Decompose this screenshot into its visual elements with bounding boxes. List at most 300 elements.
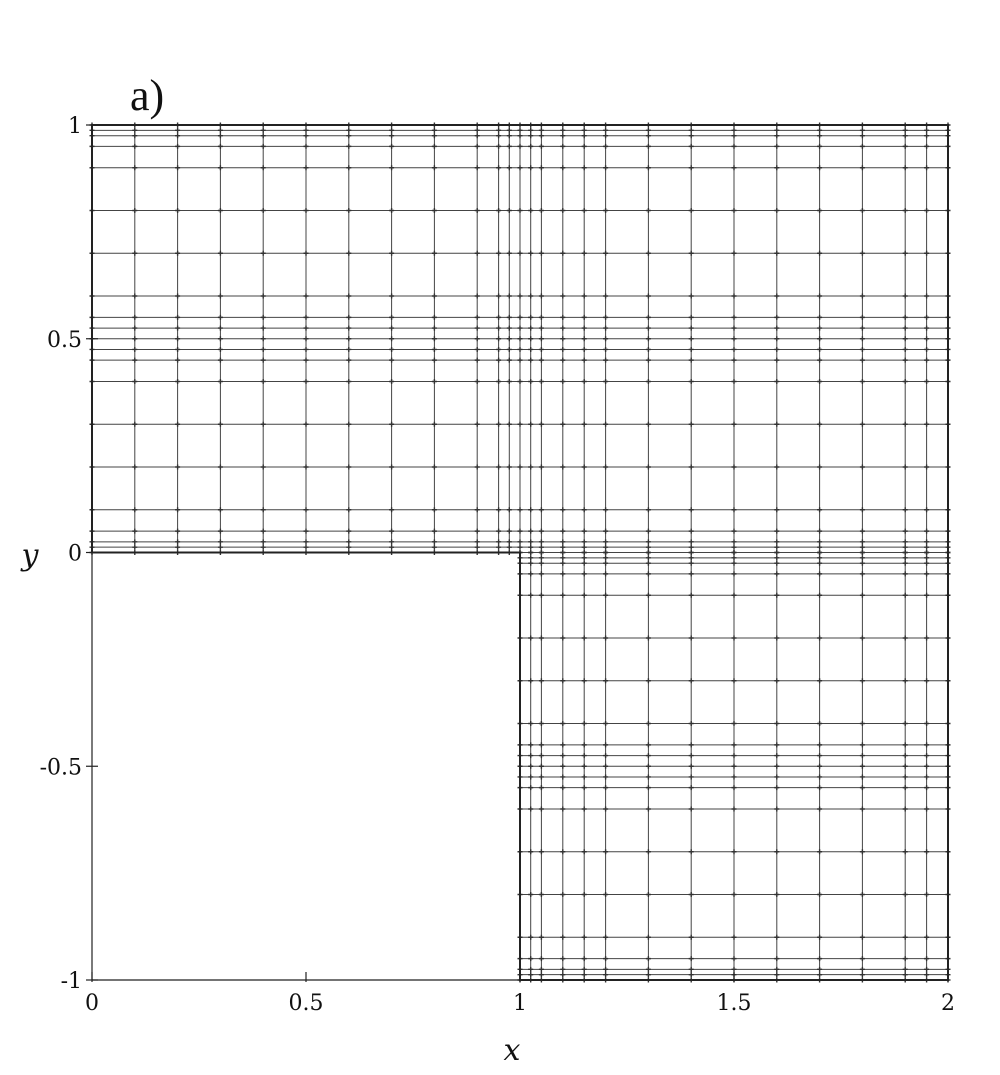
mesh-node xyxy=(507,128,512,133)
mesh-node xyxy=(518,529,523,534)
mesh-node xyxy=(132,379,137,384)
x-tick-label: 2 xyxy=(941,991,955,1016)
mesh-node xyxy=(496,422,501,427)
mesh-node xyxy=(646,892,651,897)
mesh-node xyxy=(389,128,394,133)
mesh-node xyxy=(774,165,779,170)
mesh-node xyxy=(860,636,865,641)
mesh-node xyxy=(732,379,737,384)
mesh-node xyxy=(132,507,137,512)
mesh-node xyxy=(346,545,351,550)
mesh-node xyxy=(528,774,533,779)
mesh-node xyxy=(903,358,908,363)
mesh-node xyxy=(539,315,544,320)
mesh-node xyxy=(432,379,437,384)
mesh-node xyxy=(496,315,501,320)
mesh-node xyxy=(817,326,822,331)
mesh-node xyxy=(304,128,309,133)
mesh-node xyxy=(507,529,512,534)
mesh-node xyxy=(539,785,544,790)
mesh-node xyxy=(732,593,737,598)
mesh-node xyxy=(496,133,501,138)
mesh-node xyxy=(603,807,608,812)
mesh-node xyxy=(860,550,865,555)
mesh-node xyxy=(539,561,544,566)
mesh-node xyxy=(528,721,533,726)
mesh-node xyxy=(603,774,608,779)
mesh-node xyxy=(528,892,533,897)
axes xyxy=(40,114,955,1016)
mesh-node xyxy=(689,465,694,470)
mesh-node xyxy=(817,678,822,683)
mesh-node xyxy=(132,326,137,331)
mesh-node xyxy=(582,721,587,726)
mesh-node xyxy=(903,935,908,940)
mesh-node xyxy=(261,165,266,170)
mesh-node xyxy=(603,379,608,384)
mesh-node xyxy=(539,294,544,299)
mesh-node xyxy=(539,358,544,363)
x-axis-label: x xyxy=(503,1033,521,1068)
mesh-node xyxy=(646,935,651,940)
mesh-node xyxy=(903,294,908,299)
mesh-node xyxy=(475,315,480,320)
mesh-node xyxy=(924,967,929,972)
mesh-node xyxy=(432,358,437,363)
mesh-node xyxy=(732,849,737,854)
mesh-node xyxy=(689,251,694,256)
mesh-node xyxy=(646,561,651,566)
mesh-node xyxy=(689,764,694,769)
mesh-node xyxy=(774,967,779,972)
mesh-node xyxy=(774,336,779,341)
mesh-node xyxy=(817,555,822,560)
mesh-node xyxy=(528,593,533,598)
mesh-node xyxy=(560,315,565,320)
mesh-node xyxy=(646,251,651,256)
mesh-node xyxy=(924,764,929,769)
mesh-node xyxy=(603,753,608,758)
mesh-node xyxy=(132,358,137,363)
mesh-node xyxy=(903,550,908,555)
mesh-node xyxy=(539,935,544,940)
mesh-node xyxy=(560,144,565,149)
mesh-node xyxy=(774,764,779,769)
mesh-node xyxy=(732,892,737,897)
mesh-node xyxy=(774,379,779,384)
mesh-node xyxy=(817,208,822,213)
mesh-node xyxy=(132,336,137,341)
mesh-node xyxy=(539,550,544,555)
mesh-node xyxy=(261,465,266,470)
mesh-node xyxy=(507,133,512,138)
mesh-node xyxy=(603,465,608,470)
mesh-node xyxy=(817,849,822,854)
mesh-node xyxy=(389,507,394,512)
mesh-node xyxy=(924,593,929,598)
mesh-node xyxy=(774,785,779,790)
mesh-node xyxy=(518,465,523,470)
mesh-node xyxy=(860,545,865,550)
mesh-node xyxy=(646,144,651,149)
mesh-node xyxy=(496,336,501,341)
mesh-node xyxy=(518,336,523,341)
mesh-node xyxy=(817,593,822,598)
mesh-node xyxy=(774,742,779,747)
mesh-node xyxy=(432,529,437,534)
mesh-node xyxy=(924,571,929,576)
mesh-node xyxy=(496,251,501,256)
mesh-node xyxy=(496,539,501,544)
mesh-node xyxy=(732,935,737,940)
mesh-node xyxy=(903,529,908,534)
mesh-node xyxy=(860,742,865,747)
mesh-node xyxy=(528,545,533,550)
mesh-node xyxy=(817,785,822,790)
mesh-node xyxy=(689,753,694,758)
mesh-node xyxy=(646,636,651,641)
mesh-node xyxy=(860,465,865,470)
mesh-node xyxy=(582,550,587,555)
mesh-node xyxy=(560,545,565,550)
mesh-node xyxy=(507,507,512,512)
mesh-node xyxy=(732,967,737,972)
mesh-node xyxy=(924,208,929,213)
mesh-node xyxy=(646,555,651,560)
mesh-node xyxy=(518,165,523,170)
mesh-node xyxy=(261,128,266,133)
mesh-node xyxy=(582,807,587,812)
mesh-node xyxy=(261,358,266,363)
mesh-node xyxy=(732,721,737,726)
mesh-node xyxy=(560,956,565,961)
mesh-node xyxy=(507,165,512,170)
mesh-node xyxy=(496,165,501,170)
mesh-node xyxy=(528,935,533,940)
mesh-node xyxy=(732,636,737,641)
mesh-node xyxy=(860,539,865,544)
mesh-node xyxy=(603,529,608,534)
mesh-node xyxy=(304,144,309,149)
mesh-node xyxy=(560,133,565,138)
mesh-node xyxy=(646,347,651,352)
mesh-node xyxy=(732,347,737,352)
mesh-node xyxy=(689,165,694,170)
mesh-node xyxy=(774,593,779,598)
mesh-node xyxy=(218,144,223,149)
mesh-node xyxy=(261,422,266,427)
mesh-node xyxy=(261,133,266,138)
mesh-node xyxy=(539,764,544,769)
mesh-node xyxy=(218,465,223,470)
mesh-node xyxy=(903,315,908,320)
mesh-node xyxy=(903,561,908,566)
mesh-node xyxy=(389,208,394,213)
mesh-node xyxy=(496,507,501,512)
mesh-node xyxy=(774,251,779,256)
mesh-node xyxy=(817,807,822,812)
mesh-node xyxy=(218,128,223,133)
y-tick-label: -0.5 xyxy=(39,755,82,781)
mesh-node xyxy=(132,144,137,149)
mesh-node xyxy=(582,379,587,384)
mesh-node xyxy=(475,128,480,133)
mesh-node xyxy=(732,208,737,213)
mesh-node xyxy=(689,347,694,352)
mesh-node xyxy=(475,507,480,512)
mesh-node xyxy=(774,294,779,299)
mesh-node xyxy=(507,336,512,341)
mesh-node xyxy=(903,593,908,598)
mesh-node xyxy=(539,774,544,779)
mesh-node xyxy=(518,294,523,299)
mesh-node xyxy=(432,294,437,299)
mesh-node xyxy=(560,742,565,747)
mesh-node xyxy=(732,561,737,566)
mesh-node xyxy=(603,422,608,427)
mesh-node xyxy=(860,422,865,427)
mesh-node xyxy=(389,529,394,534)
mesh-node xyxy=(817,935,822,940)
mesh-node xyxy=(432,133,437,138)
mesh-node xyxy=(218,208,223,213)
x-tick-label: 0.5 xyxy=(288,991,324,1016)
mesh-node xyxy=(582,935,587,940)
mesh-node xyxy=(528,507,533,512)
mesh-node xyxy=(582,555,587,560)
mesh-node xyxy=(774,539,779,544)
mesh-node xyxy=(528,539,533,544)
mesh-node xyxy=(860,753,865,758)
upper-mesh-block xyxy=(90,123,951,556)
mesh-node xyxy=(817,165,822,170)
mesh-node xyxy=(646,539,651,544)
mesh-node xyxy=(218,347,223,352)
mesh-node xyxy=(860,294,865,299)
mesh-node xyxy=(903,326,908,331)
mesh-node xyxy=(732,529,737,534)
mesh-node xyxy=(924,774,929,779)
mesh-node xyxy=(528,465,533,470)
mesh-node xyxy=(175,251,180,256)
mesh-node xyxy=(496,326,501,331)
mesh-node xyxy=(304,165,309,170)
mesh-node xyxy=(646,336,651,341)
mesh-node xyxy=(924,550,929,555)
mesh-node xyxy=(689,807,694,812)
mesh-node xyxy=(560,465,565,470)
mesh-node xyxy=(903,972,908,977)
mesh-node xyxy=(924,294,929,299)
mesh-node xyxy=(432,251,437,256)
mesh-node xyxy=(732,678,737,683)
mesh-node xyxy=(603,636,608,641)
mesh-node xyxy=(475,294,480,299)
mesh-node xyxy=(582,347,587,352)
mesh-node xyxy=(528,742,533,747)
mesh-node xyxy=(903,785,908,790)
mesh-node xyxy=(539,972,544,977)
mesh-node xyxy=(539,593,544,598)
mesh-node xyxy=(860,774,865,779)
mesh-node xyxy=(732,165,737,170)
mesh-node xyxy=(646,849,651,854)
mesh-node xyxy=(132,539,137,544)
mesh-node xyxy=(646,785,651,790)
mesh-node xyxy=(903,807,908,812)
lower-mesh-block xyxy=(518,550,951,983)
mesh-node xyxy=(774,208,779,213)
mesh-node xyxy=(539,465,544,470)
mesh-node xyxy=(528,422,533,427)
mesh-node xyxy=(582,753,587,758)
mesh-node xyxy=(560,251,565,256)
mesh-node xyxy=(860,165,865,170)
mesh-node xyxy=(689,358,694,363)
mesh-node xyxy=(817,294,822,299)
mesh-node xyxy=(924,539,929,544)
mesh-node xyxy=(924,529,929,534)
mesh-node xyxy=(924,507,929,512)
y-axis-label: y xyxy=(21,538,39,573)
mesh-node xyxy=(261,347,266,352)
mesh-node xyxy=(732,422,737,427)
mesh-node xyxy=(132,422,137,427)
mesh-node xyxy=(539,128,544,133)
mesh-node xyxy=(903,465,908,470)
mesh-node xyxy=(646,550,651,555)
mesh-node xyxy=(732,742,737,747)
mesh-node xyxy=(304,529,309,534)
mesh-node xyxy=(903,128,908,133)
mesh-node xyxy=(432,347,437,352)
mesh-node xyxy=(924,326,929,331)
mesh-node xyxy=(539,849,544,854)
mesh-node xyxy=(539,545,544,550)
mesh-node xyxy=(732,326,737,331)
mesh-node xyxy=(689,315,694,320)
mesh-node xyxy=(646,507,651,512)
mesh-node xyxy=(507,208,512,213)
mesh-node xyxy=(646,379,651,384)
mesh-node xyxy=(528,678,533,683)
mesh-node xyxy=(132,251,137,256)
mesh-node xyxy=(603,849,608,854)
mesh-node xyxy=(817,336,822,341)
mesh-node xyxy=(817,539,822,544)
mesh-node xyxy=(689,678,694,683)
mesh-node xyxy=(528,753,533,758)
mesh-node xyxy=(860,358,865,363)
mesh-node xyxy=(582,315,587,320)
mesh-node xyxy=(817,347,822,352)
mesh-node xyxy=(582,742,587,747)
mesh-node xyxy=(389,144,394,149)
mesh-node xyxy=(560,294,565,299)
mesh-node xyxy=(132,315,137,320)
mesh-node xyxy=(261,144,266,149)
mesh-node xyxy=(539,636,544,641)
mesh-node xyxy=(582,133,587,138)
mesh-node xyxy=(924,133,929,138)
mesh-node xyxy=(389,465,394,470)
mesh-node xyxy=(924,785,929,790)
mesh-node xyxy=(646,742,651,747)
mesh-node xyxy=(924,165,929,170)
mesh-node xyxy=(689,785,694,790)
mesh-node xyxy=(689,144,694,149)
mesh-node xyxy=(304,133,309,138)
mesh-node xyxy=(774,315,779,320)
mesh-node xyxy=(218,294,223,299)
mesh-node xyxy=(518,144,523,149)
mesh-node xyxy=(689,721,694,726)
mesh-node xyxy=(507,144,512,149)
mesh-node xyxy=(732,774,737,779)
mesh-node xyxy=(528,555,533,560)
mesh-node xyxy=(539,347,544,352)
mesh-node xyxy=(732,251,737,256)
mesh-node xyxy=(389,251,394,256)
mesh-node xyxy=(860,336,865,341)
mesh-node xyxy=(689,571,694,576)
mesh-node xyxy=(560,774,565,779)
mesh-node xyxy=(817,144,822,149)
mesh-node xyxy=(817,764,822,769)
mesh-node xyxy=(346,336,351,341)
mesh-node xyxy=(903,753,908,758)
mesh-node xyxy=(496,465,501,470)
mesh-node xyxy=(218,315,223,320)
mesh-node xyxy=(689,935,694,940)
mesh-node xyxy=(528,251,533,256)
mesh-node xyxy=(346,347,351,352)
mesh-node xyxy=(389,422,394,427)
mesh-node xyxy=(582,539,587,544)
mesh-node xyxy=(539,165,544,170)
mesh-node xyxy=(817,529,822,534)
mesh-node xyxy=(689,972,694,977)
mesh-node xyxy=(924,545,929,550)
mesh-node xyxy=(539,251,544,256)
mesh-node xyxy=(924,807,929,812)
mesh-node xyxy=(432,507,437,512)
mesh-node xyxy=(689,507,694,512)
mesh-node xyxy=(475,133,480,138)
mesh-node xyxy=(817,251,822,256)
mesh-node xyxy=(774,571,779,576)
mesh-node xyxy=(732,507,737,512)
mesh-node xyxy=(518,539,523,544)
mesh-node xyxy=(304,507,309,512)
mesh-node xyxy=(860,251,865,256)
mesh-node xyxy=(689,774,694,779)
mesh-node xyxy=(603,593,608,598)
mesh-node xyxy=(903,774,908,779)
mesh-node xyxy=(389,539,394,544)
mesh-node xyxy=(475,465,480,470)
mesh-node xyxy=(261,379,266,384)
mesh-node xyxy=(218,165,223,170)
mesh-node xyxy=(903,849,908,854)
mesh-node xyxy=(603,561,608,566)
mesh-node xyxy=(603,165,608,170)
mesh-node xyxy=(689,593,694,598)
mesh-node xyxy=(774,849,779,854)
mesh-node xyxy=(903,539,908,544)
mesh-node xyxy=(261,507,266,512)
mesh-node xyxy=(903,208,908,213)
